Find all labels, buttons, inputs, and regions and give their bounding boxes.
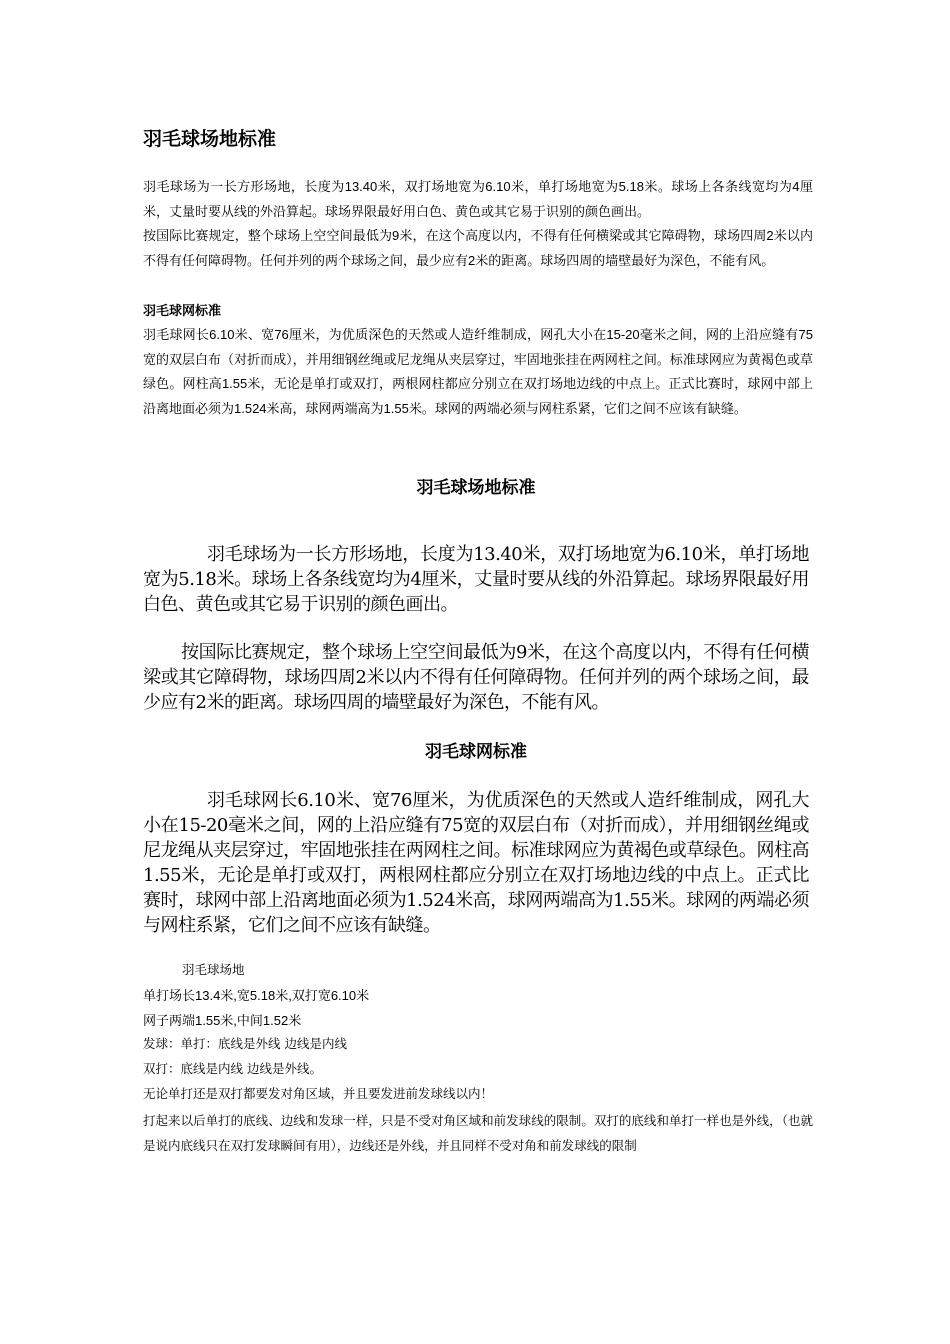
main-court-paragraph: 羽毛球场为一长方形场地，长度为13.40米，双打场地宽为6.10米，单打场地宽为5.18米。球场上各条线宽均为4厘米，丈量时要从线的外沿算起。球场界限最好用白色、黄色或其它易于识别的颜色画出。 bbox=[143, 544, 809, 615]
net-subtitle: 羽毛球网标准 bbox=[143, 303, 222, 318]
net-paragraph: 羽毛球网长6.10米、宽76厘米，为优质深色的天然或人造纤维制成，网孔大小在15-20毫米之间，网的上沿应缝有75宽的双层白布（对折而成），并用细钢丝绳或尼龙绳从夹层穿过，牢固地张挂在两网柱之间。标准球网应为黄褐色或草绿色。网柱高1.55米，无论是单打或双打，两根网柱都应分别立在双打场地边线的中点上。正式比赛时，球网中部上沿离地面必须为1.524米高，球网两端高为1.55米。球网的两端必须与网柱系紧，它们之间不应该有缺缝。 bbox=[143, 327, 813, 416]
notes-line-net-height: 网子两端1.55米,中间1.52米 bbox=[143, 1013, 302, 1028]
main-title: 羽毛球场地标准 bbox=[416, 478, 536, 498]
court-paragraph: 羽毛球场为一长方形场地，长度为13.40米，双打场地宽为6.10米，单打场地宽为5.18米。球场上各条线宽均为4厘米，丈量时要从线的外沿算起。球场界限最好用白色、黄色或其它易于识别的颜色画出。 bbox=[143, 179, 813, 219]
airspace-paragraph: 按国际比赛规定，整个球场上空空间最低为9米，在这个高度以内，不得有任何横梁或其它障碍物，球场四周2米以内不得有任何障碍物。任何并列的两个球场之间，最少应有2米的距离。球场四周的墙壁最好为深色，不能有风。 bbox=[143, 228, 813, 268]
main-airspace-paragraph: 按国际比赛规定，整个球场上空空间最低为9米，在这个高度以内，不得有任何横梁或其它障碍物，球场四周2米以内不得有任何障碍物。任何并列的两个球场之间，最少应有2米的距离。球场四周的墙壁最好为深色，不能有风。 bbox=[143, 642, 809, 713]
notes-line-diagonal-rule: 无论单打还是双打都要发对角区域，并且要发进前发球线以内！ bbox=[143, 1086, 494, 1101]
section-title: 羽毛球场地标准 bbox=[143, 129, 277, 150]
notes-rally-paragraph: 打起来以后单打的底线、边线和发球一样，只是不受对角区域和前发球线的限制。双打的底线和单打一样也是外线，（也就是说内底线只在双打发球瞬间有用），边线还是外线，并且同样不受对角和前发球线的限制 bbox=[143, 1113, 813, 1153]
main-net-paragraph: 羽毛球网长6.10米、宽76厘米，为优质深色的天然或人造纤维制成，网孔大小在15-20毫米之间，网的上沿应缝有75宽的双层白布（对折而成），并用细钢丝绳或尼龙绳从夹层穿过，牢固地张挂在两网柱之间。标准球网应为黄褐色或草绿色。网柱高1.55米，无论是单打或双打，两根网柱都应分别立在双打场地边线的中点上。正式比赛时，球网中部上沿离地面必须为1.524米高，球网两端高为1.55米。球网的两端必须与网柱系紧，它们之间不应该有缺缝。 bbox=[143, 790, 809, 936]
notes-heading: 羽毛球场地 bbox=[182, 962, 245, 977]
notes-line-dimensions: 单打场长13.4米,宽5.18米,双打宽6.10米 bbox=[143, 988, 370, 1003]
notes-line-singles-serve: 发球：单打：底线是外线 边线是内线 bbox=[143, 1036, 347, 1051]
main-net-subtitle: 羽毛球网标准 bbox=[425, 742, 527, 762]
notes-line-doubles-serve: 双打：底线是内线 边线是外线。 bbox=[143, 1061, 322, 1076]
